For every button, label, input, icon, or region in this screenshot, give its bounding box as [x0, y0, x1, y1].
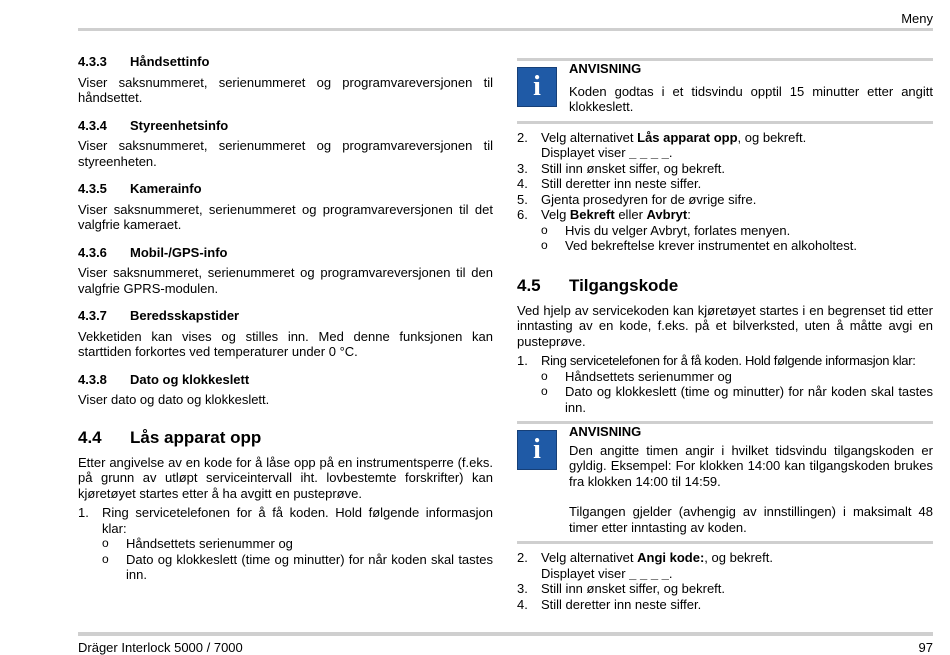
- sub-item-text: Dato og klokkeslett (time og minutter) for når koden skal tastes inn.: [126, 551, 493, 582]
- section-number: 4.3.6: [78, 244, 107, 260]
- step-number: 3.: [517, 160, 528, 176]
- step-5: [517, 192, 933, 208]
- menu-option: Angi kode:: [637, 550, 705, 565]
- display-placeholder: _ _ _ _: [629, 145, 669, 160]
- section-text: Viser saksnummeret, serienummeret og programvareversjonen til styreenheten.: [78, 138, 493, 169]
- bullet: o: [541, 222, 548, 237]
- header-rule: [78, 28, 933, 31]
- step-text: , og bekreft.: [704, 550, 773, 565]
- bullet: o: [541, 238, 548, 252]
- bullet: o: [541, 368, 548, 383]
- notice-text: Den angitte timen angir i hvilket tidsvindu tilgangskoden er gyldig. Eksempel: For klokken 14:00 kan tilgangskoden brukes fra klokken 14:00 til 14:59.: [569, 442, 933, 489]
- bullet: o: [102, 551, 109, 566]
- info-icon: i: [517, 67, 557, 107]
- step-2: [517, 130, 933, 161]
- step-text: Displayet viser: [541, 145, 630, 160]
- section-title: Mobil-/GPS-info: [130, 244, 228, 260]
- section-number: 4.4: [78, 427, 102, 447]
- section-4-3-6: [78, 245, 493, 297]
- section-title: Tilgangskode: [569, 275, 679, 295]
- step-1: [517, 353, 933, 369]
- step-text: eller: [614, 207, 647, 222]
- section-title: Dato og klokkeslett: [130, 371, 250, 387]
- section-title: Beredsskapstider: [130, 308, 240, 323]
- notice-box: [517, 421, 933, 544]
- sub-item-text: Hvis du velger Avbryt, forlates menyen.: [565, 222, 791, 238]
- section-number: 4.3.4: [78, 117, 107, 133]
- section-number: 4.3.5: [78, 181, 107, 196]
- step-6: [517, 207, 933, 223]
- sub-item-text: Dato og klokkeslett (time og minutter) for når koden skal tastes inn.: [565, 384, 933, 415]
- section-4-3-8: [78, 372, 493, 408]
- step-number: 3.: [517, 581, 528, 596]
- section-4-3-5: [78, 181, 493, 233]
- section-text: Vekketiden kan vises og stilles inn. Med denne funksjonen kan starttiden forkortes ved temperaturer under 0 °C.: [78, 328, 493, 359]
- step-text: Velg alternativet: [541, 550, 638, 565]
- step-text: Ring servicetelefonen for å få koden. Hold følgende informasjon klar:: [102, 505, 493, 536]
- step-text: .: [668, 565, 673, 581]
- left-column: [78, 54, 493, 583]
- section-text: Ved hjelp av servicekoden kan kjøretøyet startes i en begrenset tid etter inntasting av en kode, f.eks. på et bilverksted, uten å måtte avgi en pusteprøve.: [517, 302, 933, 349]
- menu-option: Bekreft: [569, 207, 615, 222]
- section-text: Viser dato og dato og klokkeslett.: [78, 392, 270, 407]
- notice-box: [517, 58, 933, 124]
- sub-item: [78, 552, 493, 583]
- step-number: 4.: [517, 596, 528, 612]
- step-text: Still inn ønsket siffer, og bekreft.: [541, 160, 726, 176]
- sub-item-text: Håndsettets serienummer og: [126, 536, 293, 551]
- notice-text: Koden godtas i et tidsvindu opptil 15 minutter etter angitt klokkeslett.: [569, 83, 933, 114]
- section-text: Etter angivelse av en kode for å låse opp på en instrumentsperre (f.eks. på grunn av utløpt serviceintervall iht. lovbestemte forskrifter) kan kjøretøyet startes etter å ha avgitt en pusteprøve.: [78, 454, 493, 501]
- notice-title: ANVISNING: [569, 424, 642, 439]
- section-number: 4.3.7: [78, 308, 107, 323]
- page-number: 97: [918, 640, 933, 655]
- step-number: 6.: [517, 207, 528, 222]
- step-4: [517, 176, 933, 192]
- steps-unlock: [517, 130, 933, 254]
- step-number: 2.: [517, 129, 528, 145]
- section-4-3-7: [78, 308, 493, 360]
- menu-option: Avbryt: [646, 207, 688, 222]
- steps-access-code: [517, 550, 933, 612]
- step-number: 1.: [78, 505, 89, 520]
- sub-item-text: Ved bekreftelse krever instrumentet en alkoholtest.: [565, 238, 857, 253]
- sub-item: [517, 238, 933, 254]
- step-2: [517, 550, 933, 581]
- step-3: [517, 581, 933, 597]
- step-number: 1.: [517, 353, 528, 368]
- sub-item-text: Håndsettets serienummer og: [565, 368, 732, 384]
- sub-item: [517, 369, 933, 385]
- footer-product-name: Dräger Interlock 5000 / 7000: [78, 640, 243, 655]
- right-column: [517, 58, 933, 612]
- section-title: Lås apparat opp: [130, 427, 262, 447]
- header-label: Meny: [901, 11, 933, 26]
- section-4-5: [517, 276, 933, 416]
- info-icon: i: [517, 430, 557, 470]
- section-title: Kamerainfo: [130, 181, 202, 196]
- step-text: Velg alternativet: [541, 129, 638, 145]
- step-text: Still inn ønsket siffer, og bekreft.: [541, 581, 726, 596]
- step-number: 2.: [517, 550, 528, 565]
- section-text: Viser saksnummeret, serienummeret og programvareversjonen til håndsettet.: [78, 74, 493, 105]
- step-text: Gjenta prosedyren for de øvrige sifre.: [541, 191, 757, 207]
- section-4-3-4: [78, 118, 493, 170]
- bullet: o: [102, 536, 109, 550]
- step-text: Still deretter inn neste siffer.: [541, 596, 702, 612]
- menu-option: Lås apparat opp: [637, 129, 738, 145]
- step-1: [78, 505, 493, 536]
- section-title: Styreenhetsinfo: [130, 117, 229, 133]
- step-text: , og bekreft.: [737, 129, 807, 145]
- footer-rule: [78, 632, 933, 636]
- step-4: [517, 597, 933, 613]
- step-number: 4.: [517, 176, 528, 191]
- section-4-3-3: [78, 54, 493, 106]
- step-text: :: [687, 207, 691, 222]
- sub-item: [517, 384, 933, 415]
- step-3: [517, 161, 933, 177]
- step-text: .: [668, 145, 673, 160]
- sub-item: [517, 223, 933, 239]
- section-text: Viser saksnummeret, serienummeret og programvareversjonen til det valgfrie kameraet.: [78, 201, 493, 232]
- step-text: Displayet viser: [541, 565, 630, 581]
- step-text: Still deretter inn neste siffer.: [541, 176, 702, 191]
- notice-title: ANVISNING: [569, 61, 642, 76]
- section-number: 4.3.3: [78, 54, 107, 69]
- step-text: Ring servicetelefonen for å få koden. Hold følgende informasjon klar:: [541, 353, 916, 368]
- bullet: o: [541, 384, 548, 398]
- section-4-4: [78, 428, 493, 583]
- section-text: Viser saksnummeret, serienummeret og programvareversjonen til den valgfrie GPRS-modulen.: [78, 265, 493, 296]
- display-placeholder: _ _ _ _: [629, 565, 669, 581]
- section-number: 4.3.8: [78, 371, 107, 387]
- sub-item: [78, 536, 493, 552]
- notice-text: Tilgangen gjelder (avhengig av innstillingen) i maksimalt 48 timer etter inntasting av koden.: [569, 504, 933, 535]
- section-title: Håndsettinfo: [130, 54, 210, 69]
- step-text: Velg: [541, 207, 570, 222]
- step-number: 5.: [517, 191, 528, 207]
- section-number: 4.5: [517, 275, 541, 295]
